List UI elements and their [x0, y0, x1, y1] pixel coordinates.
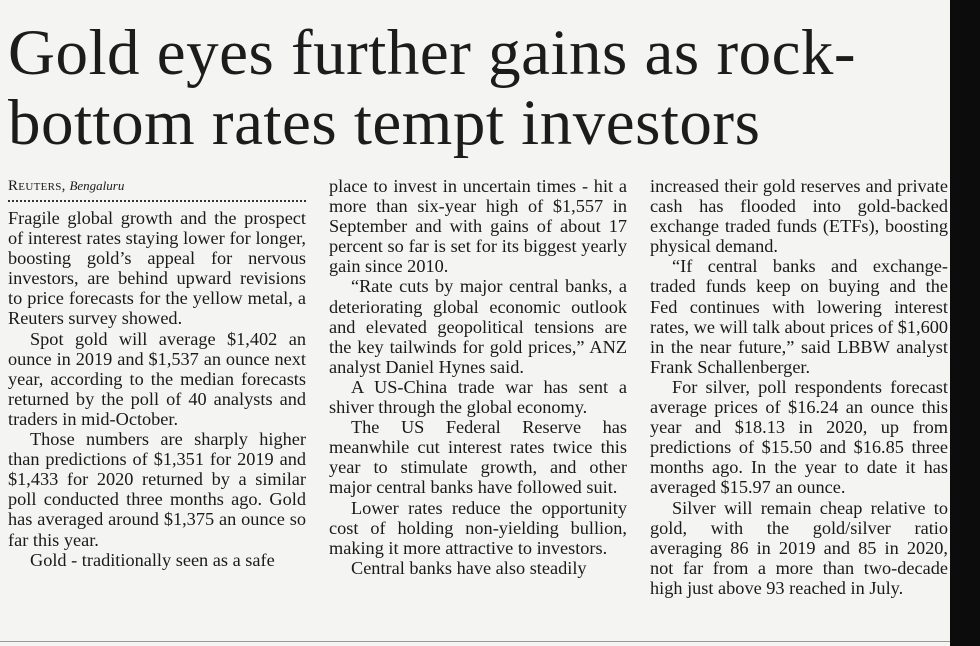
- byline-agency: Reuters,: [8, 178, 66, 194]
- paragraph: The US Federal Reserve has meanwhile cut interest rates twice this year to stimulate growth, and other major central banks have followed suit.: [329, 417, 627, 498]
- paragraph: increased their gold reserves and private cash has flooded into gold-backed exchange traded funds (ETFs), boosting physical demand.: [650, 176, 948, 257]
- byline: [8, 176, 306, 196]
- paragraph: Gold - traditionally seen as a safe: [30, 549, 275, 570]
- article-column-1: [8, 176, 306, 570]
- paragraph: Central banks have also steadily: [351, 557, 587, 578]
- paragraph: A US-China trade war has sent a shiver through the global economy.: [329, 376, 627, 418]
- page-edge-shadow: [950, 0, 980, 646]
- article-column-3: [650, 176, 948, 598]
- paragraph: For silver, poll respondents forecast average prices of $16.24 an ounce this year and $18.13 in 2020, up from predictions of $15.50 and $16.85 three months ago. In the year to date it has averaged $15.97 an ounce.: [650, 376, 948, 498]
- paragraph: Fragile global growth and the prospect of interest rates staying lower for longer, boosting gold’s appeal for nervous investors, are behind upward revisions to price forecasts for the yellow metal, a Reuters survey showed.: [8, 208, 306, 329]
- paragraph: “Rate cuts by major central banks, a deteriorating global economic outlook and elevated geopolitical tensions are the key tailwinds for gold prices,” ANZ analyst Daniel Hynes said.: [329, 276, 627, 377]
- byline-place: Bengaluru: [69, 178, 125, 193]
- paragraph: Spot gold will average $1,402 an ounce in 2019 and $1,537 an ounce next year, according to the median forecasts returned by the poll of 40 analysts and traders in mid-October.: [8, 328, 306, 429]
- dotted-separator: [8, 200, 306, 202]
- paragraph: Lower rates reduce the opportunity cost of holding non-yielding bullion, making it more attractive to investors.: [329, 497, 627, 558]
- paragraph: Silver will remain cheap relative to gold, with the gold/silver ratio averaging 86 in 2019 and 85 in 2020, not far from a more than two-decade high just above 93 reached in July.: [650, 497, 948, 598]
- headline: Gold eyes further gains as rock-bottom rates tempt investors: [8, 17, 857, 159]
- bottom-rule: [0, 641, 950, 642]
- paragraph: Those numbers are sharply higher than predictions of $1,351 for 2019 and $1,433 for 2020 returned by a similar poll conducted three months ago. Gold has averaged around $1,375 an ounce so far this year.: [8, 429, 306, 550]
- paragraph: “If central banks and exchange-traded funds keep on buying and the Fed continues with lowering interest rates, we will talk about prices of $1,600 in the near future,” said LBBW analyst Frank Schallenberger.: [650, 256, 949, 377]
- article-column-2: [329, 176, 627, 578]
- paragraph: place to invest in uncertain times - hit a more than six-year high of $1,557 in September and with gains of about 17 percent so far is set for its biggest yearly gain since 2010.: [329, 176, 627, 277]
